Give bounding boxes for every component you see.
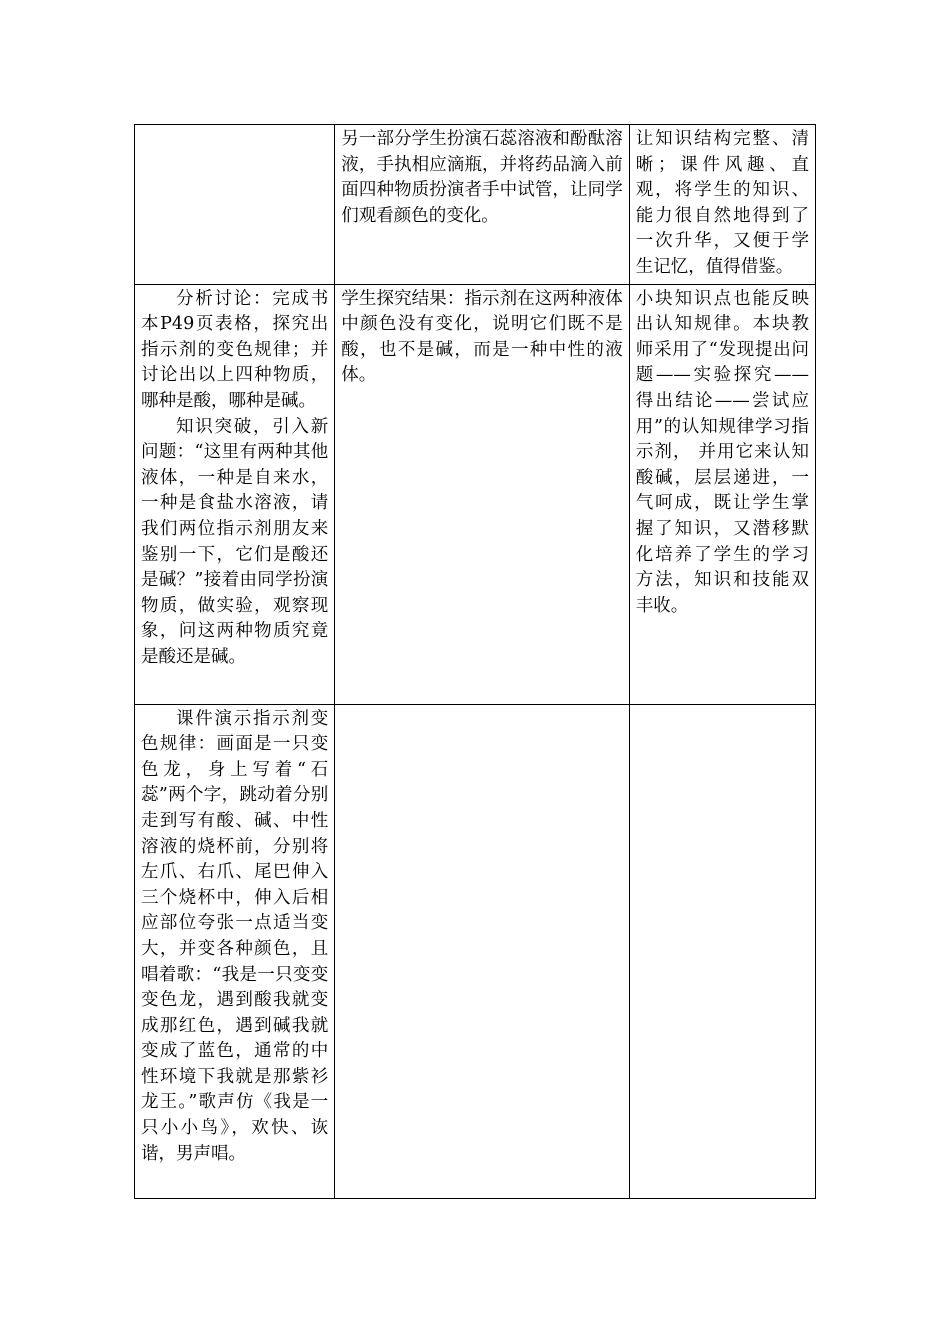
comment-cell [629, 704, 815, 1198]
student-activity-cell [335, 125, 629, 285]
cell-paragraph: 学生探究结果：指示剂在这两种液体中颜色没有变化，说明它们既不是酸，也不是碱，而是一种中性的液体。 [341, 288, 623, 386]
cell-paragraph: 另一部分学生扮演石蕊溶液和酚酞溶液，手执相应滴瓶，并将药品滴入前面四种物质扮演者手中试管，让同学们观看颜色的变化。 [341, 129, 623, 226]
cell-paragraph: 让知识结构完整、清晰；课件风趣、直观，将学生的知识、能力很自然地得到了一次升华，又便于学生记忆，值得借鉴。 [635, 129, 809, 277]
table-row [135, 284, 816, 704]
comment-cell [629, 125, 815, 285]
cell-paragraph: 分析讨论：完成书本P49页表格，探究出指示剂的变色规律；并讨论出以上四种物质，哪种是酸，哪种是碱。 [141, 288, 329, 411]
student-activity-cell [335, 284, 629, 704]
cell-paragraph: 课件演示指示剂变色规律：画面是一只变色龙，身上写着“石蕊”两个字，跳动着分别走到写有酸、碱、中性溶液的烧杯前，分别将左爪、右爪、尾巴伸入三个烧杯中，伸入后相应部位夸张一点适当变大，并变各种颜色，且唱着歌：“我是一只变变变色龙，遇到酸我就变成那红色，遇到碱我就变成了蓝色，通常的中性环境下我就是那紫衫龙王。”歌声仿《我是一只小小鸟》，欢快、诙谐，男声唱。 [141, 708, 329, 1164]
activity-cell [135, 284, 335, 704]
comment-cell [629, 284, 815, 704]
lesson-evaluation-table [134, 124, 816, 1199]
table-row [135, 704, 816, 1198]
cell-paragraph: 知识突破，引入新问题：“这里有两种其他液体，一种是自来水，一种是食盐水溶液，请我们两位指示剂朋友来鉴别一下，它们是酸还是碱？”接着由同学扮演物质，做实验，观察现象，问这两种物质究竟是酸还是碱。 [141, 416, 329, 667]
student-activity-cell [335, 704, 629, 1198]
cell-paragraph: 小块知识点也能反映出认知规律。本块教师采用了“发现提出问题——实验探究——得出结论——尝试应用”的认知规律学习指示剂， 并用它来认知酸碱，层层递进，一气呵成，既让学生掌握了知识，又潜移默化培养了学生的学习方法，知识和技能双丰收。 [635, 288, 809, 616]
activity-cell [135, 125, 335, 285]
activity-cell [135, 704, 335, 1198]
table-row [135, 125, 816, 285]
